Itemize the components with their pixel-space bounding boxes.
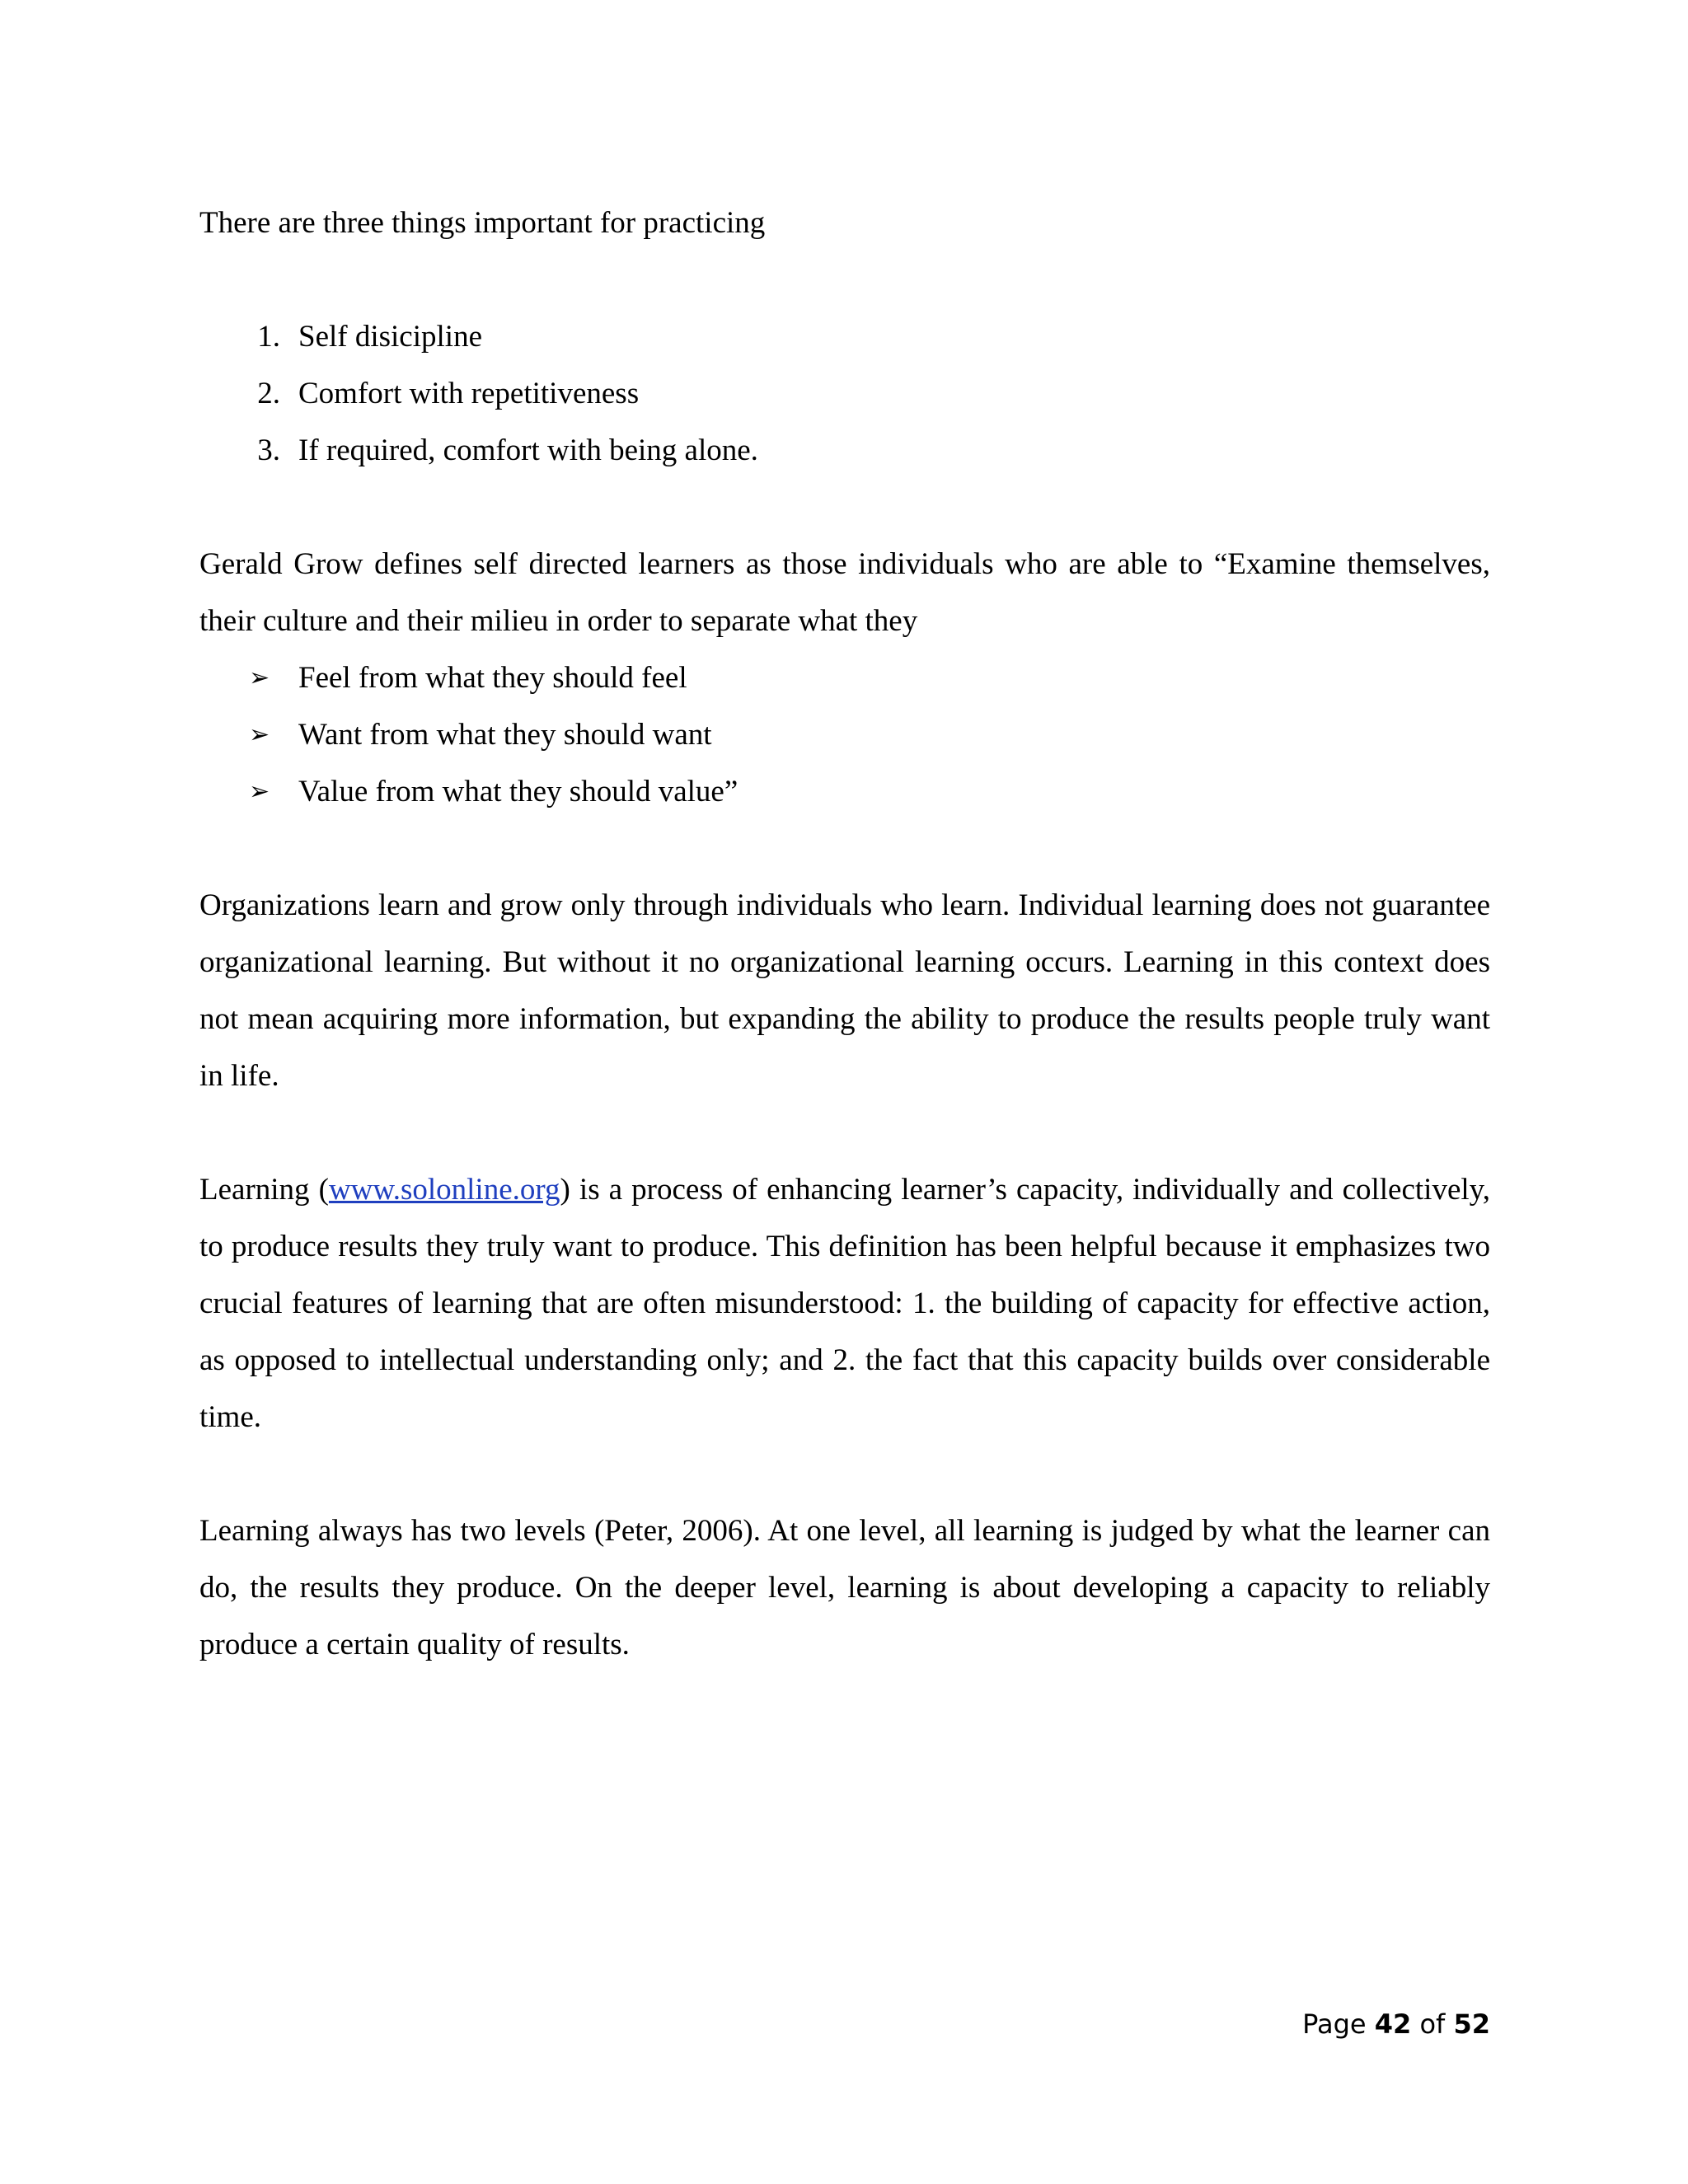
spacer [199, 251, 1490, 308]
solonline-link[interactable]: www.solonline.org [328, 1173, 560, 1207]
list-number: 3. [257, 434, 280, 467]
learning-suffix: ) is a process of enhancing learner’s capacity, individually and collectively, to produce results they truly want to produce. This definition has been helpful because it emphasizes two crucial features of learning that are often misunderstood: 1. the building of capacity for effective action, as opposed to intellectual understanding only; and 2. the fact that this capacity builds over considerable time. [199, 1173, 1490, 1434]
grow-paragraph: Gerald Grow defines self directed learners as those individuals who are able to “Examine themselves, their culture and their milieu in order to separate what they [199, 547, 1490, 638]
total-pages-number: 52 [1453, 2008, 1490, 2040]
list-item [199, 649, 1490, 706]
list-item-text: Comfort with repetitiveness [298, 377, 640, 410]
current-page-number: 42 [1374, 2008, 1412, 2040]
list-item-text: Value from what they should value” [298, 775, 738, 808]
intro-text: There are three things important for practicing [199, 206, 766, 240]
spacer [199, 479, 1490, 536]
list-item-text: Want from what they should want [298, 718, 712, 752]
spacer [199, 1446, 1490, 1502]
list-item-text: Self disicipline [298, 320, 482, 354]
list-item-text: Feel from what they should feel [298, 661, 687, 695]
learning-prefix: Learning ( [199, 1173, 329, 1207]
list-item [199, 422, 1490, 479]
list-item [199, 706, 1490, 763]
learning-paragraph [199, 1161, 1490, 1446]
list-item [199, 763, 1490, 820]
list-item [199, 365, 1490, 422]
arrow-bullet-icon: ➢ [249, 720, 270, 749]
page-word: Page [1302, 2008, 1375, 2040]
list-number: 2. [257, 377, 280, 410]
organizations-paragraph: Organizations learn and grow only through individuals who learn. Individual learning does not guarantee organizational learning. But without it no organizational learning occurs. Learning in this context does not mean acquiring more information, but expanding the ability to produce the results people truly want in life. [199, 888, 1490, 1093]
page-body [199, 194, 1490, 1673]
spacer [199, 1104, 1490, 1161]
list-item [199, 308, 1490, 365]
list-number: 1. [257, 320, 280, 354]
bullet-list [199, 649, 1490, 820]
levels-paragraph: Learning always has two levels (Peter, 2006). At one level, all learning is judged by what the learner can do, the results they produce. On the deeper level, learning is about developing a capacity to reliably produce a certain quality of results. [199, 1514, 1490, 1661]
numbered-list [199, 308, 1490, 479]
spacer [199, 820, 1490, 877]
arrow-bullet-icon: ➢ [249, 663, 270, 692]
arrow-bullet-icon: ➢ [249, 777, 270, 806]
list-item-text: If required, comfort with being alone. [298, 434, 758, 467]
of-word: of [1411, 2008, 1454, 2040]
page-footer [1302, 2006, 1490, 2042]
